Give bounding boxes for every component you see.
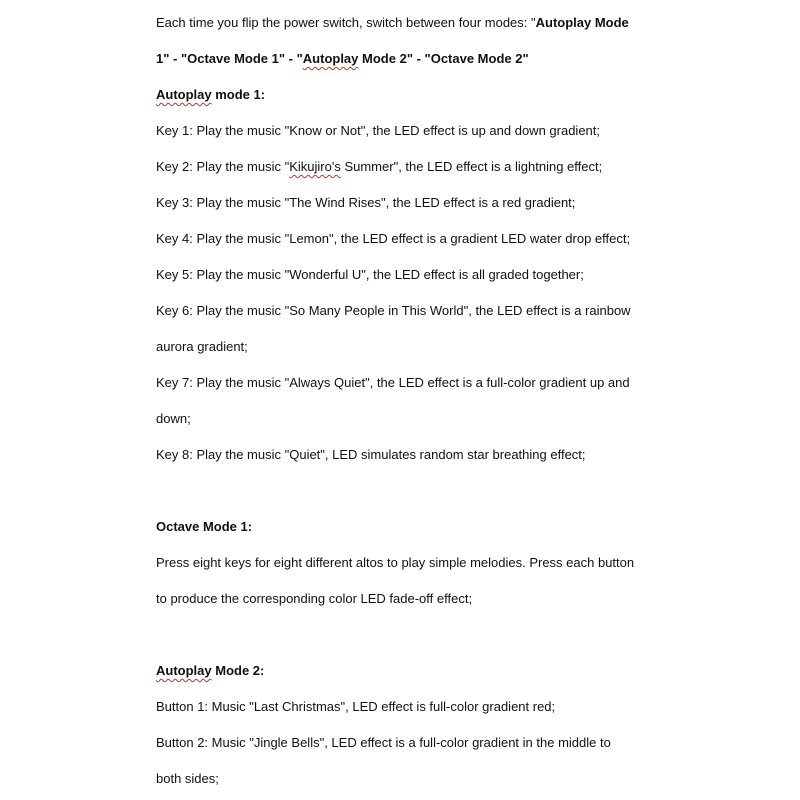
intro-text: Each time you flip the power switch, switch between four modes: " — [156, 15, 536, 30]
intro-line-1 — [156, 14, 776, 32]
key-6-line-2: aurora gradient; — [156, 339, 248, 354]
intro-sep: " - " — [278, 51, 303, 66]
mode-autoplay-2-word: Autoplay — [302, 51, 359, 66]
key-2-text-b: Kikujiro's — [289, 159, 341, 174]
mode-autoplay-2-rest: Mode 2 — [358, 51, 407, 66]
key-2-line — [156, 158, 776, 176]
autoplay-mode-1-heading — [156, 86, 776, 104]
mode-octave-2-label: Octave Mode 2 — [430, 51, 523, 66]
key-2-text-a: Key 2: Play the music " — [156, 159, 290, 174]
autoplay-mode-2-heading — [156, 662, 776, 680]
key-4-line: Key 4: Play the music "Lemon", the LED effect is a gradient LED water drop effect; — [156, 231, 631, 246]
heading-rest: mode 1: — [211, 87, 266, 102]
button-2-line-1: Button 2: Music "Jingle Bells", LED effect is a full-color gradient in the middle to — [156, 735, 611, 750]
intro-sep: 1" - " — [156, 51, 188, 66]
key-1-line: Key 1: Play the music "Know or Not", the LED effect is up and down gradient; — [156, 123, 601, 138]
intro-sep: " - " — [406, 51, 431, 66]
key-8-line: Key 8: Play the music "Quiet", LED simulates random star breathing effect; — [156, 447, 586, 462]
octave-mode-1-line-1: Press eight keys for eight different altos to play simple melodies. Press each button — [156, 555, 635, 570]
key-2-text-c: Summer", the LED effect is a lightning effect; — [340, 159, 603, 174]
key-7-line-2: down; — [156, 411, 191, 426]
key-6-line-1: Key 6: Play the music "So Many People in This World", the LED effect is a rainbow — [156, 303, 631, 318]
mode-octave-1-label: Octave Mode 1 — [187, 51, 279, 66]
key-3-line: Key 3: Play the music "The Wind Rises", the LED effect is a red gradient; — [156, 195, 576, 210]
mode-autoplay-1-text: Autoplay Mode — [535, 15, 629, 30]
heading-rest: Mode 2: — [211, 663, 265, 678]
key-7-line-1: Key 7: Play the music "Always Quiet", the LED effect is a full-color gradient up and — [156, 375, 630, 390]
heading-word: Autoplay — [156, 87, 212, 102]
intro-line-2 — [156, 50, 776, 68]
octave-mode-1-heading: Octave Mode 1: — [156, 519, 253, 534]
mode-autoplay-1-label — [536, 15, 629, 30]
intro-end: " — [522, 51, 529, 66]
octave-mode-1-line-2: to produce the corresponding color LED fade-off effect; — [156, 591, 473, 606]
key-5-line: Key 5: Play the music "Wonderful U", the LED effect is all graded together; — [156, 267, 584, 282]
button-1-line: Button 1: Music "Last Christmas", LED effect is full-color gradient red; — [156, 699, 556, 714]
heading-word: Autoplay — [156, 663, 212, 678]
button-2-line-2: both sides; — [156, 771, 219, 786]
